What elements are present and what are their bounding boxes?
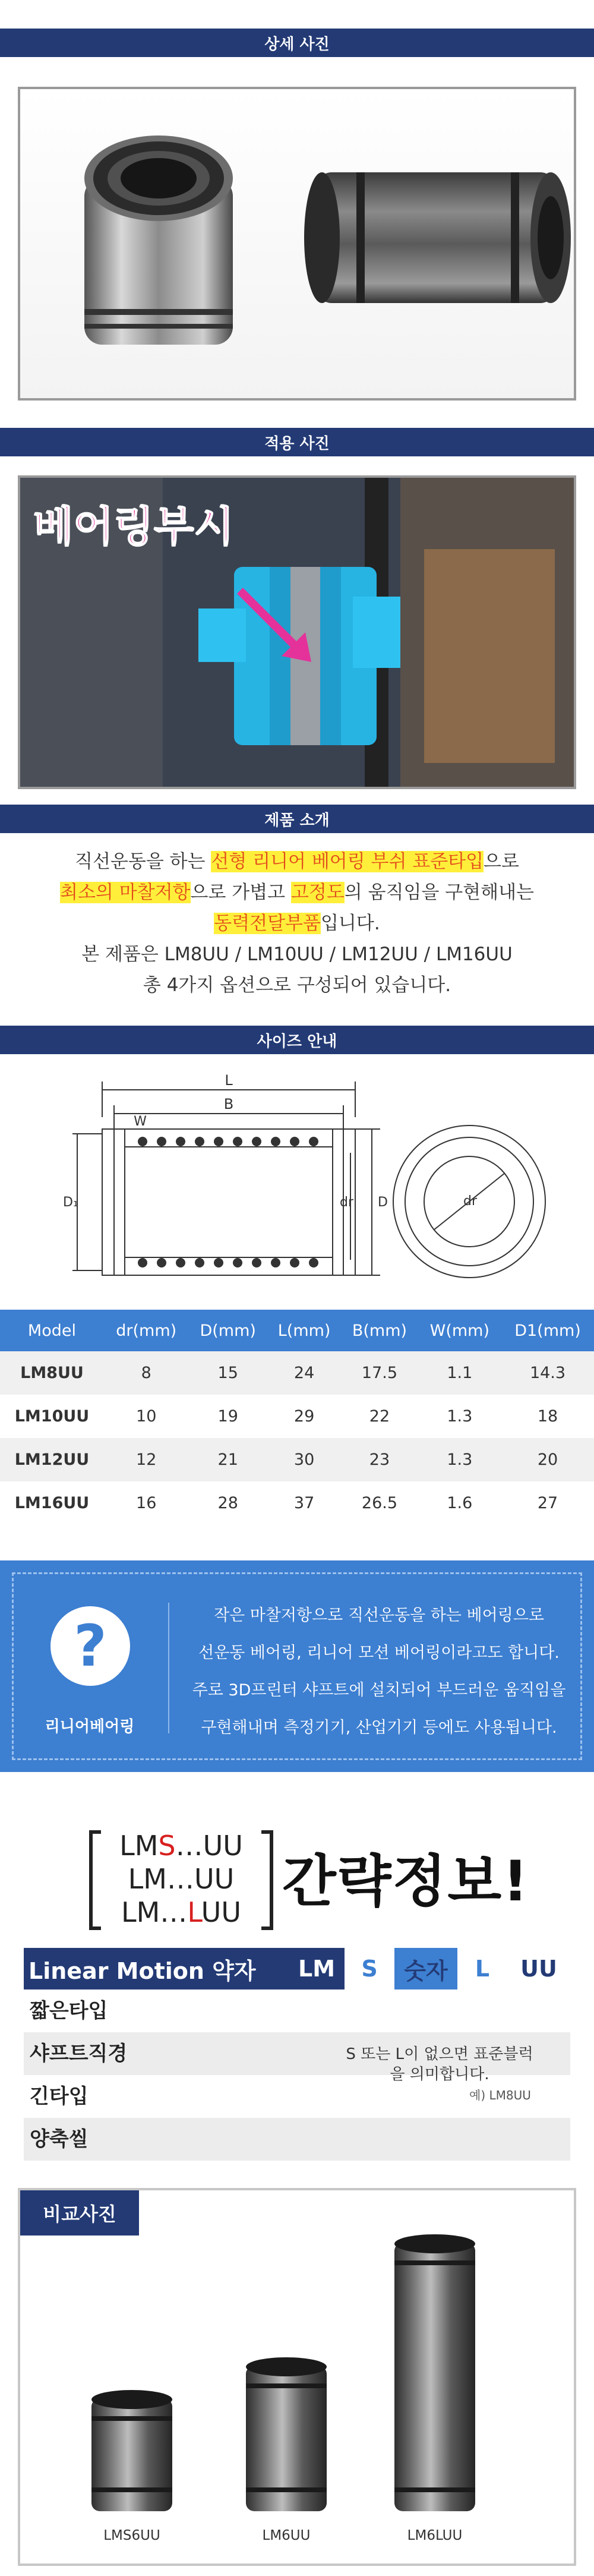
linear-bearing-info-box: [0, 1560, 594, 1772]
dim-label-B: B: [223, 1096, 234, 1112]
comparison-photo: [18, 2188, 576, 2566]
intro-line-1: 직선운동을 하는 선형 리니어 베어링 부쉬 표준타입으로: [75, 851, 519, 872]
lm-head-label: Linear Motion 약자: [24, 1948, 289, 1989]
dim-label-dr: dr: [340, 1195, 354, 1210]
comparison-label-lm6luu: LM6LUU: [407, 2528, 463, 2543]
info-box-label: 리니어베어링: [45, 1718, 135, 1736]
application-callout: 베어링부시: [33, 502, 235, 551]
table-row: LM10UU 10 19 29 22 1.3 18: [14, 1407, 558, 1426]
lm-head-uu: UU: [507, 1948, 570, 1989]
comparison-label-lm6uu: LM6UU: [262, 2528, 311, 2543]
dimension-drawing: [0, 1064, 594, 1301]
lm-row-long: 긴타입: [24, 2075, 570, 2118]
table-row: LM12UU 12 21 30 23 1.3 20: [0, 1438, 594, 1481]
comparison-title: 비교사진: [20, 2190, 139, 2236]
info-box-border: [12, 1572, 582, 1760]
spec-table-header: [0, 1310, 594, 1351]
dim-label-D1: D₁: [63, 1195, 78, 1210]
intro-line-5: 총 4가지 옵션으로 구성되어 있습니다.: [143, 975, 451, 996]
section-title-size-guide: 사이즈 안내: [0, 1026, 594, 1054]
lm-head-s: S: [345, 1948, 394, 1989]
bearing-photo: [20, 89, 574, 398]
lm-row-seal: 양축씰: [24, 2118, 570, 2161]
section-title-detail-photo: 상세 사진: [0, 29, 594, 57]
product-intro-text: [0, 846, 594, 1001]
intro-line-4: 본 제품은 LM8UU / LM10UU / LM12UU / LM16UU: [81, 944, 513, 965]
model-codes: [104, 1829, 258, 1929]
col-dr: dr(mm): [104, 1310, 189, 1351]
code-standard: LM…UU: [128, 1863, 235, 1895]
question-icon: ?: [50, 1606, 130, 1686]
lm-code-header: [24, 1948, 570, 1989]
intro-line-3: 동력전달부품입니다.: [214, 913, 380, 934]
section-title-application-photo: 적용 사진: [0, 428, 594, 456]
col-w: W(mm): [418, 1310, 501, 1351]
table-row: LM8UU 8 15 24 17.5 1.1 14.3: [0, 1351, 594, 1395]
dim-label-W: W: [134, 1114, 147, 1129]
intro-line-2: 최소의 마찰저항으로 가볍고 고정도의 움직임을 구현해내는: [60, 882, 534, 903]
lm-row-short: 짧은타입: [24, 1989, 570, 2032]
bracket-right: [261, 1830, 273, 1930]
brief-info-title: 간략정보!: [282, 1849, 530, 1914]
col-l: L(mm): [267, 1310, 341, 1351]
detail-photo: [18, 87, 576, 401]
table-row: LM16UU 16 28 37 26.5 1.6 27: [14, 1494, 558, 1512]
lm-row-shaft: 샤프트직경: [24, 2032, 570, 2075]
info-box-divider: [168, 1603, 169, 1733]
col-b: B(mm): [341, 1310, 418, 1351]
code-short: LMS…UU: [119, 1830, 243, 1862]
lm-note: S 또는 L이 없으면 표준블럭을 의미합니다.: [346, 2045, 533, 2083]
spec-table: [0, 1310, 594, 1525]
col-d: D(mm): [189, 1310, 267, 1351]
info-box-text: 작은 마찰저항으로 직선운동을 하는 베어링으로 선운동 베어링, 리니어 모션 베어링이라고도 합니다. 주로 3D프린터 샤프트에 설치되어 부드러운 움직임을 구현해내며 측정기기, 산업기기 등에도 사용됩니다.: [192, 1606, 566, 1737]
code-long: LM…LUU: [121, 1896, 241, 1928]
dim-label-dr-circle: dr: [463, 1194, 478, 1209]
section-title-product-intro: 제품 소개: [0, 805, 594, 833]
lm-head-number: 숫자: [394, 1948, 457, 1989]
bracket-left: [89, 1830, 101, 1930]
lm-head-l: L: [457, 1948, 507, 1989]
application-photo: [18, 475, 576, 789]
bearing-comparison-image: [20, 2190, 574, 2564]
lm-head-lm: LM: [289, 1948, 345, 1989]
dim-label-D: D: [378, 1195, 388, 1210]
lm-example: 예) LM8UU: [469, 2088, 531, 2102]
dim-label-L: L: [225, 1072, 233, 1089]
col-model: Model: [0, 1310, 104, 1351]
comparison-label-lms6uu: LMS6UU: [103, 2528, 160, 2543]
col-d1: D1(mm): [501, 1310, 594, 1351]
